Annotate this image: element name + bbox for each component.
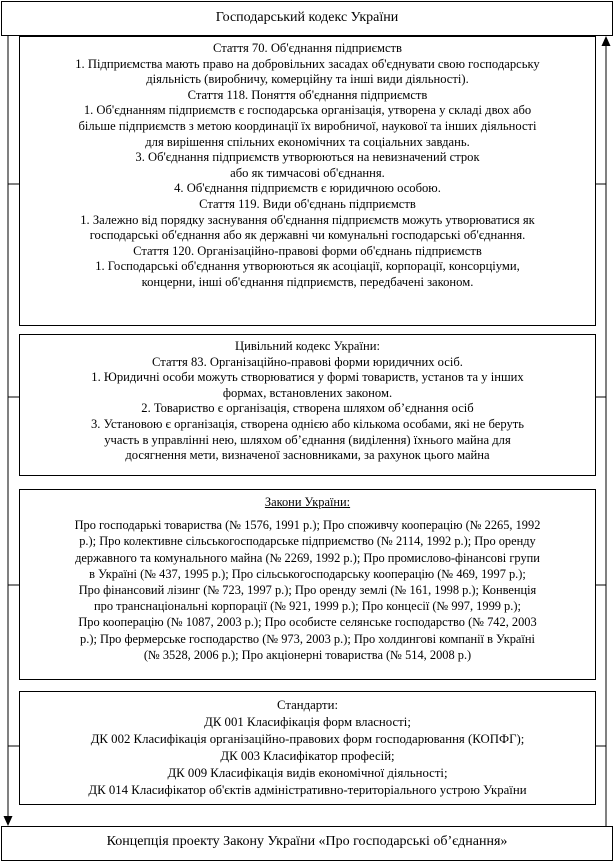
gk-line: діяльність (виробничу, комерційну та інші види діяльності). xyxy=(146,72,469,87)
standards-line: ДК 014 Класифікатор об'єктів адміністративно-територіального устрою України xyxy=(88,783,527,797)
laws-title: Закони України: xyxy=(264,495,351,509)
laws-of-ukraine-box xyxy=(19,489,596,680)
top-box-title: Господарський кодекс України xyxy=(215,10,399,25)
ck-line: Цивільний кодекс України: xyxy=(235,339,380,353)
laws-line: державного та комунального майна (№ 2269, 1992 р.); Про промислово-фінансові групи xyxy=(75,550,540,565)
civil-code-box xyxy=(19,334,596,476)
laws-line: Про фінансовий лізинг (№ 723, 1997 р.); Про оренду землі (№ 161, 1998 р.); Конвенція xyxy=(78,583,537,598)
gk-line: господарські об'єднання або як державні чи комунальні господарські об'єднання. xyxy=(89,228,526,243)
gk-line: Стаття 70. Об'єднання підприємств xyxy=(213,41,402,55)
ck-line: формах, встановлених законом. xyxy=(222,385,393,400)
laws-line: р.); Про колективне сільськогосподарське підприємство (№ 2114, 1992 р.); Про оренду xyxy=(79,534,536,549)
ck-line: 2. Товариство є організація, створена шляхом об’єднання осіб xyxy=(141,401,474,416)
ck-line: Стаття 83. Організаційно-правові форми юридичних осіб. xyxy=(152,354,463,369)
gk-line: 1. Залежно від порядку заснування об'єднання підприємств можуть утворюватися як xyxy=(80,212,535,227)
arrow-down-icon xyxy=(4,816,13,826)
standards-box xyxy=(19,691,596,805)
gk-line: 1. Об'єднанням підприємств є господарська організація, утворена у складі двох або xyxy=(83,103,532,118)
standards-line: ДК 009 Класифікація видів економічної діяльності; xyxy=(167,766,448,780)
gk-line: або як тимчасові об'єднання. xyxy=(230,165,385,180)
arrow-up-icon xyxy=(602,36,611,46)
laws-line: Про кооперацію (№ 1087, 2003 р.); Про особисте селянське господарство (№ 742, 2003 xyxy=(78,615,537,630)
standards-line: ДК 003 Класифікатор професій; xyxy=(220,749,395,763)
laws-line: про транснаціональні корпорації (№ 921, 1999 р.); Про концесії (№ 997, 1999 р.); xyxy=(94,599,521,614)
gk-line: 1. Господарські об'єднання утворюються як асоціації, корпорації, консорціуми, xyxy=(95,259,520,274)
gk-line: концерни, інші об'єднання підприємств, передбачені законом. xyxy=(141,274,474,289)
gk-line: більше підприємств з метою координації їх виробничої, наукової та інших діяльності xyxy=(78,118,537,133)
gk-line: Стаття 120. Організаційно-правові форми об'єднань підприємств xyxy=(133,243,482,258)
ck-line: досягнення мети, визначеної засновниками, за рахунок цього майна xyxy=(125,448,490,463)
standards-line: ДК 002 Класифікація організаційно-правових форм господарювання (КОПФГ); xyxy=(90,732,525,746)
standards-line: Стандарти: xyxy=(276,698,339,712)
ck-line: участь в управлінні нею, шляхом об’єднання (виділення) їхнього майна для xyxy=(104,432,511,447)
gk-line: 1. Підприємства мають право на добровільних засадах об'єднувати свою господарську xyxy=(75,56,540,71)
laws-line: Про господарькі товариства (№ 1576, 1991 р.); Про споживчу кооперацію (№ 2265, 1992 xyxy=(74,518,541,533)
top-box-economic-code xyxy=(1,1,613,36)
gk-line: 3. Об'єднання підприємств утворюються на невизначений строк xyxy=(135,150,480,165)
gk-line: 4. Об'єднання підприємств є юридичною особою. xyxy=(174,181,441,196)
ck-line: 3. Установою є організація, створена однією або кількома особами, які не беруть xyxy=(90,416,525,431)
laws-line: (№ 3528, 2006 р.); Про акціонерні товариства (№ 514, 2008 р.) xyxy=(143,647,472,662)
gk-line: Стаття 119. Види об'єднань підприємств xyxy=(199,196,416,211)
laws-line: в Україні (№ 437, 1995 р.); Про сільськогосподарську кооперацію (№ 469, 1997 р.); xyxy=(89,566,526,581)
bottom-box-concept xyxy=(1,826,613,861)
ck-line: 1. Юридичні особи можуть створюватися у формі товариств, установ та у інших xyxy=(91,370,524,385)
laws-line: р.); Про фермерське господарство (№ 973, 2003 р.); Про холдингові компанії в Україні xyxy=(80,631,535,646)
bottom-box-title: Концепція проекту Закону України «Про господарські об’єднання» xyxy=(106,834,508,849)
standards-line: ДК 001 Класифікація форм власності; xyxy=(204,715,411,729)
economic-code-articles-box xyxy=(19,36,596,326)
gk-line: Стаття 118. Поняття об'єднання підприємств xyxy=(187,87,428,102)
gk-line: для вирішення спільних економічних та соціальних завдань. xyxy=(145,134,470,149)
laws-spacer xyxy=(20,510,595,517)
